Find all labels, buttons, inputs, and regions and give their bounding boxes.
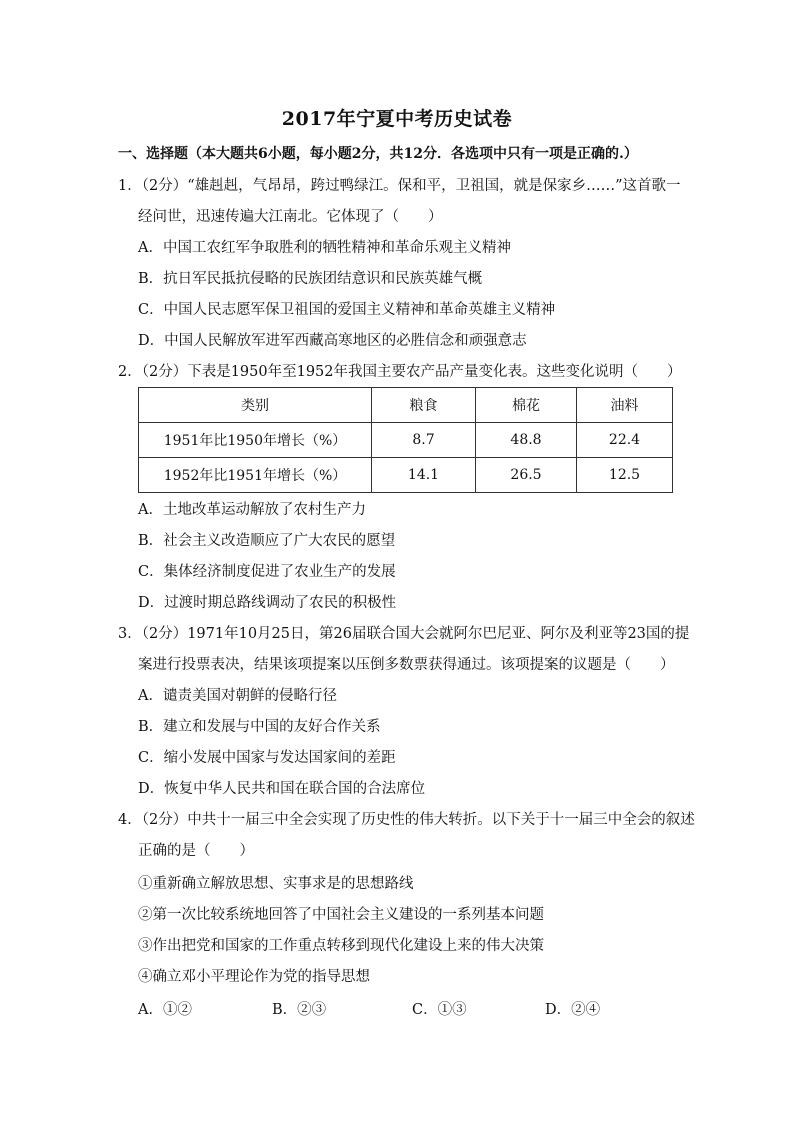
q4-statement-3: ③作出把党和国家的工作重点转移到现代化建设上来的伟大决策 bbox=[138, 938, 544, 954]
q3-option-b[interactable]: B．建立和发展与中国的友好合作关系 bbox=[138, 719, 381, 735]
table-header-cell: 油料 bbox=[577, 388, 673, 423]
q4-choice-d[interactable]: D．②④ bbox=[545, 1002, 601, 1018]
table-cell: 1951年比1950年增长（%） bbox=[139, 423, 372, 458]
q2-option-b[interactable]: B．社会主义改造顺应了广大农民的愿望 bbox=[138, 533, 396, 549]
q4-stem-line1: 4．（2分）中共十一届三中全会实现了历史性的伟大转折。以下关于十一届三中全会的叙述 bbox=[118, 812, 695, 828]
table-cell: 1952年比1951年增长（%） bbox=[139, 458, 372, 493]
table-cell: 14.1 bbox=[372, 458, 476, 493]
table-cell: 26.5 bbox=[476, 458, 577, 493]
q2-stem-line1: 2．（2分）下表是1950年至1952年我国主要农产品产量变化表。这些变化说明（ ） bbox=[118, 364, 682, 380]
table-cell: 22.4 bbox=[577, 423, 673, 458]
q4-choice-c[interactable]: C．①③ bbox=[412, 1002, 467, 1018]
q1-option-c[interactable]: C．中国人民志愿军保卫祖国的爱国主义精神和革命英雄主义精神 bbox=[138, 302, 556, 318]
q4-choice-b[interactable]: B．②③ bbox=[272, 1002, 327, 1018]
q1-option-b[interactable]: B．抗日军民抵抗侵略的民族团结意识和民族英雄气概 bbox=[138, 271, 483, 287]
q2-option-c[interactable]: C．集体经济制度促进了农业生产的发展 bbox=[138, 564, 396, 580]
q4-stem-line2: 正确的是（ ） bbox=[138, 843, 254, 859]
q4-statement-1: ①重新确立解放思想、实事求是的思想路线 bbox=[138, 876, 414, 892]
table-row bbox=[139, 423, 673, 458]
q1-option-a[interactable]: A．中国工农红军争取胜利的牺牲精神和革命乐观主义精神 bbox=[138, 240, 511, 256]
q3-stem-line2: 案进行投票表决，结果该项提案以压倒多数票获得通过。该项提案的议题是（ ） bbox=[138, 657, 675, 673]
q3-option-d[interactable]: D．恢复中华人民共和国在联合国的合法席位 bbox=[138, 781, 426, 797]
table-cell: 12.5 bbox=[577, 458, 673, 493]
q1-stem-line1: 1．（2分）“雄赳赳，气昂昂，跨过鸭绿江。保和平，卫祖国，就是保家乡……”这首歌一 bbox=[118, 178, 681, 194]
exam-title: 2017年宁夏中考历史试卷 bbox=[281, 108, 513, 130]
q3-option-c[interactable]: C．缩小发展中国家与发达国家间的差距 bbox=[138, 750, 396, 766]
table-header-row bbox=[139, 388, 673, 423]
q4-statement-2: ②第一次比较系统地回答了中国社会主义建设的一系列基本问题 bbox=[138, 907, 544, 923]
q1-stem-line2: 经问世，迅速传遍大江南北。它体现了（ ） bbox=[138, 209, 443, 225]
table-cell: 48.8 bbox=[476, 423, 577, 458]
q3-option-a[interactable]: A．谴责美国对朝鲜的侵略行径 bbox=[138, 688, 337, 704]
q4-statement-4: ④确立邓小平理论作为党的指导思想 bbox=[138, 969, 370, 985]
q2-option-d[interactable]: D．过渡时期总路线调动了农民的积极性 bbox=[138, 595, 397, 611]
q4-choice-a[interactable]: A．①② bbox=[138, 1002, 192, 1018]
table-header-cell: 类别 bbox=[139, 388, 372, 423]
q2-option-a[interactable]: A．土地改革运动解放了农村生产力 bbox=[138, 502, 366, 518]
q1-option-d[interactable]: D．中国人民解放军进军西藏高寒地区的必胜信念和顽强意志 bbox=[138, 333, 527, 349]
table-row bbox=[139, 458, 673, 493]
table-header-cell: 粮食 bbox=[372, 388, 476, 423]
table-header-cell: 棉花 bbox=[476, 388, 577, 423]
production-table bbox=[138, 387, 673, 493]
section-heading: 一、选择题（本大题共6小题，每小题2分，共12分．各选项中只有一项是正确的.） bbox=[118, 146, 638, 162]
table-cell: 8.7 bbox=[372, 423, 476, 458]
q3-stem-line1: 3．（2分）1971年10月25日，第26届联合国大会就阿尔巴尼亚、阿尔及利亚等23国的提 bbox=[118, 626, 690, 642]
